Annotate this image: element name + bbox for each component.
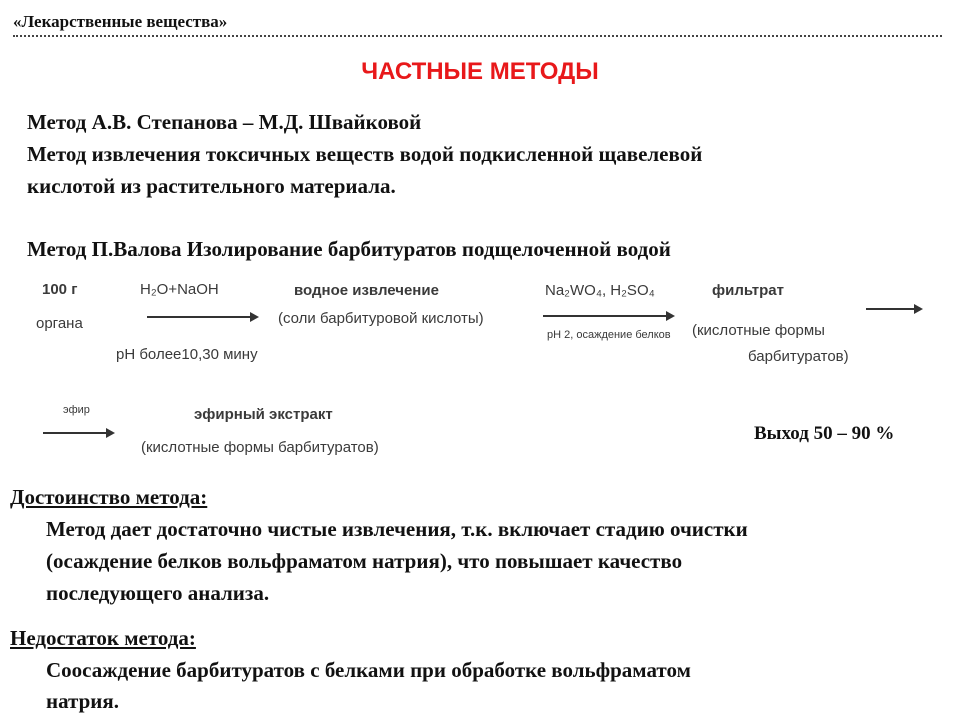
- scheme-product2-note-line2: барбитуратов): [748, 348, 849, 365]
- scheme-product3-note: (кислотные формы барбитуратов): [141, 439, 379, 456]
- scheme-reagent2: Na₂WO₄, H₂SO₄: [545, 282, 655, 299]
- method1-description-line2: кислотой из растительного материала.: [27, 174, 396, 198]
- scheme-condition1: pH более10,30 мину: [116, 346, 258, 363]
- scheme-product1-note: (соли барбитуровой кислоты): [278, 310, 484, 327]
- slide-title: ЧАСТНЫЕ МЕТОДЫ: [361, 58, 599, 85]
- scheme-arrow-4: [43, 432, 113, 434]
- disadvantage-heading: Недостаток метода:: [10, 626, 196, 650]
- scheme-arrow-1: [147, 316, 257, 318]
- scheme-arrow-2: [543, 315, 673, 317]
- scheme-condition2: pH 2, осаждение белков: [547, 329, 671, 341]
- scheme-reagent3: эфир: [63, 404, 90, 416]
- advantage-line3: последующего анализа.: [46, 581, 270, 605]
- scheme-arrow-3: [866, 308, 921, 310]
- header-dotted-rule: [13, 35, 942, 37]
- scheme-reagent1: H₂O+NaOH: [140, 281, 219, 298]
- scheme-yield: Выход 50 – 90 %: [754, 423, 895, 444]
- method1-name: Метод А.В. Степанова – М.Д. Швайковой: [27, 110, 422, 134]
- header-title: «Лекарственные вещества»: [13, 12, 228, 31]
- scheme-product1: водное извлечение: [294, 282, 439, 299]
- scheme-product2: фильтрат: [712, 282, 784, 299]
- disadvantage-line1: Соосаждение барбитуратов с белками при обработке вольфраматом: [46, 658, 691, 682]
- disadvantage-line2: натрия.: [46, 689, 120, 713]
- scheme-start-material: органа: [36, 315, 83, 332]
- advantage-line2: (осаждение белков вольфраматом натрия), что повышает качество: [46, 549, 683, 573]
- scheme-product3: эфирный экстракт: [194, 406, 333, 423]
- scheme-product2-note-line1: (кислотные формы: [692, 322, 825, 339]
- advantage-heading: Достоинство метода:: [10, 485, 208, 509]
- scheme-start-amount: 100 г: [42, 281, 78, 298]
- method1-description-line1: Метод извлечения токсичных веществ водой подкисленной щавелевой: [27, 142, 703, 166]
- method2-heading: Метод П.Валова Изолирование барбитуратов подщелоченной водой: [27, 237, 671, 261]
- advantage-line1: Метод дает достаточно чистые извлечения, т.к. включает стадию очистки: [46, 517, 748, 541]
